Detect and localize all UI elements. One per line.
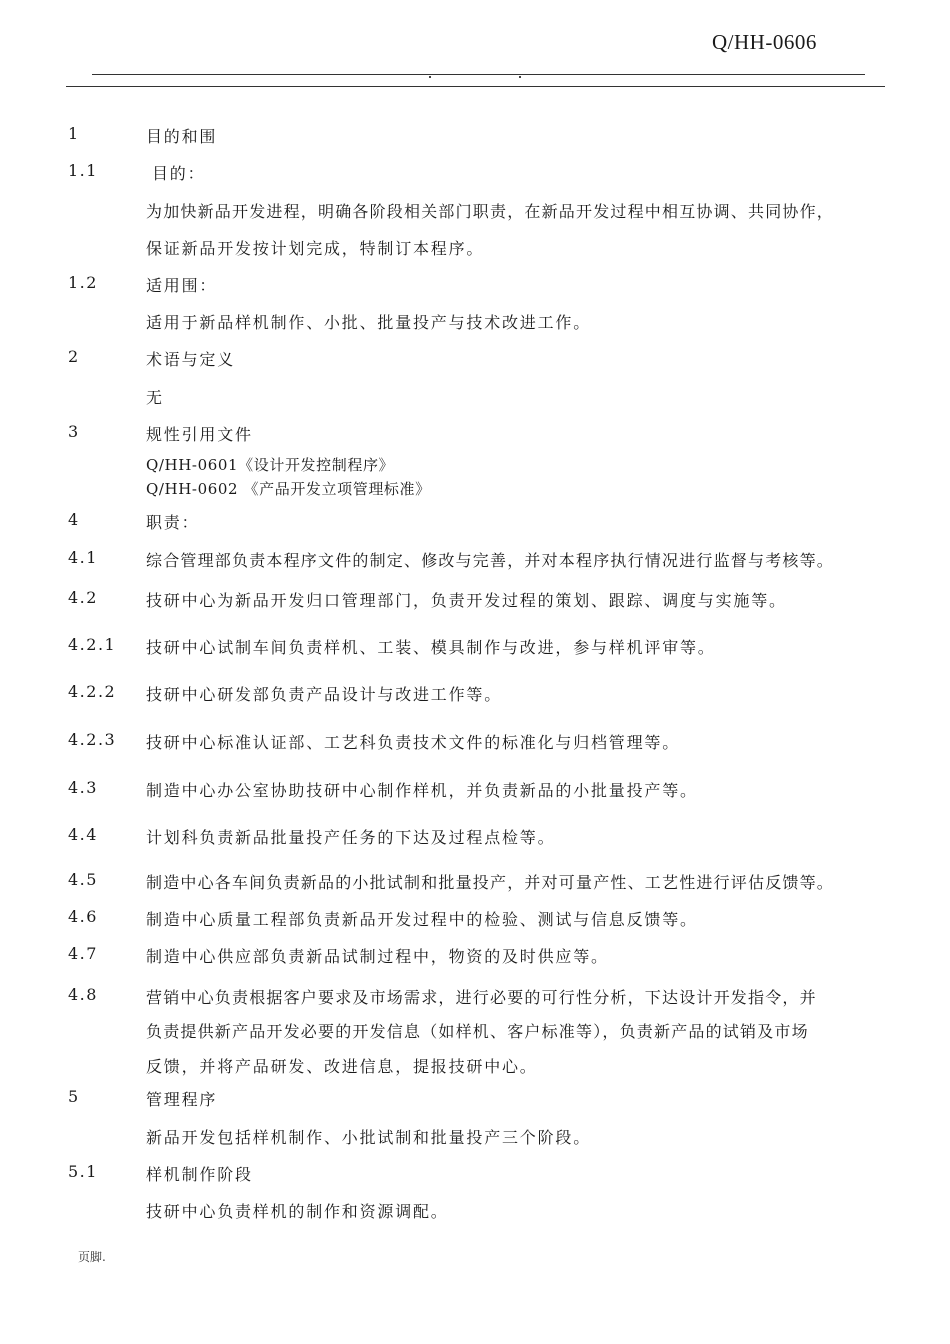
section-title: 规性引用文件 (146, 425, 253, 444)
paragraph-line: 为加快新品开发进程，明确各阶段相关部门职责，在新品开发过程中相互协调、共同协作， (146, 202, 835, 221)
reference-document: Q/HH-0602 《产品开发立项管理标准》 (146, 480, 431, 498)
paragraph-line: 技研中心研发部负责产品设计与改进工作等。 (146, 685, 503, 704)
header-dot (429, 76, 431, 78)
header-rule-top (92, 74, 865, 75)
paragraph-line: 反馈，并将产品研发、改进信息，提报技研中心。 (146, 1057, 538, 1076)
section-number: 4.6 (68, 907, 98, 926)
paragraph-line: 技研中心负责样机的制作和资源调配。 (146, 1202, 449, 1221)
paragraph-line: 保证新品开发按计划完成，特制订本程序。 (146, 239, 485, 258)
paragraph-line: 新品开发包括样机制作、小批试制和批量投产三个阶段。 (146, 1128, 592, 1147)
paragraph-line: 技研中心标准认证部、工艺科负责技术文件的标准化与归档管理等。 (146, 733, 681, 752)
section-title: 样机制作阶段 (146, 1165, 253, 1184)
section-title: 目的： (152, 164, 206, 183)
paragraph-line: 制造中心供应部负责新品试制过程中，物资的及时供应等。 (146, 947, 609, 966)
section-number: 4.2.2 (68, 682, 117, 701)
paragraph-line: 计划科负责新品批量投产任务的下达及过程点检等。 (146, 828, 556, 847)
paragraph-line: 制造中心办公室协助技研中心制作样机，并负责新品的小批量投产等。 (146, 781, 698, 800)
header-rule-bottom (66, 86, 885, 87)
section-number: 1 (68, 124, 80, 143)
paragraph-line: 营销中心负责根据客户要求及市场需求，进行必要的可行性分析，下达设计开发指令，并 (146, 988, 817, 1007)
header-dot (519, 76, 521, 78)
paragraph-line: 制造中心质量工程部负责新品开发过程中的检验、测试与信息反馈等。 (146, 910, 698, 929)
section-title: 术语与定义 (146, 350, 236, 369)
document-code: Q/HH-0606 (712, 30, 817, 54)
section-number: 4.4 (68, 825, 98, 844)
paragraph-line: 负责提供新产品开发必要的开发信息（如样机、客户标准等），负责新产品的试销及市场 (146, 1022, 809, 1041)
section-number: 1.2 (68, 273, 98, 292)
section-number: 4.2.3 (68, 730, 117, 749)
section-number: 3 (68, 422, 80, 441)
section-title: 适用围： (146, 276, 218, 295)
paragraph-line: 综合管理部负责本程序文件的制定、修改与完善，并对本程序执行情况进行监督与考核等。 (146, 551, 835, 570)
section-number: 4 (68, 510, 80, 529)
section-number: 4.7 (68, 944, 98, 963)
paragraph-line: 技研中心试制车间负责样机、工装、模具制作与改进，参与样机评审等。 (146, 638, 716, 657)
section-title: 职责： (146, 513, 200, 532)
section-number: 5.1 (68, 1162, 98, 1181)
section-title: 管理程序 (146, 1090, 218, 1109)
section-number: 4.2 (68, 588, 98, 607)
section-number: 2 (68, 347, 80, 366)
section-number: 5 (68, 1087, 80, 1106)
page-footer: 页脚. (78, 1250, 106, 1264)
section-title: 目的和围 (146, 127, 218, 146)
paragraph-line: 无 (146, 388, 164, 407)
section-number: 4.3 (68, 778, 98, 797)
section-number: 4.1 (68, 548, 98, 567)
section-number: 1.1 (68, 161, 98, 180)
paragraph-line: 适用于新品样机制作、小批、批量投产与技术改进工作。 (146, 313, 592, 332)
section-number: 4.8 (68, 985, 98, 1004)
paragraph-line: 制造中心各车间负责新品的小批试制和批量投产，并对可量产性、工艺性进行评估反馈等。 (146, 873, 835, 892)
section-number: 4.2.1 (68, 635, 117, 654)
section-number: 4.5 (68, 870, 98, 889)
paragraph-line: 技研中心为新品开发归口管理部门，负责开发过程的策划、跟踪、调度与实施等。 (146, 591, 787, 610)
reference-document: Q/HH-0601《设计开发控制程序》 (146, 456, 395, 474)
